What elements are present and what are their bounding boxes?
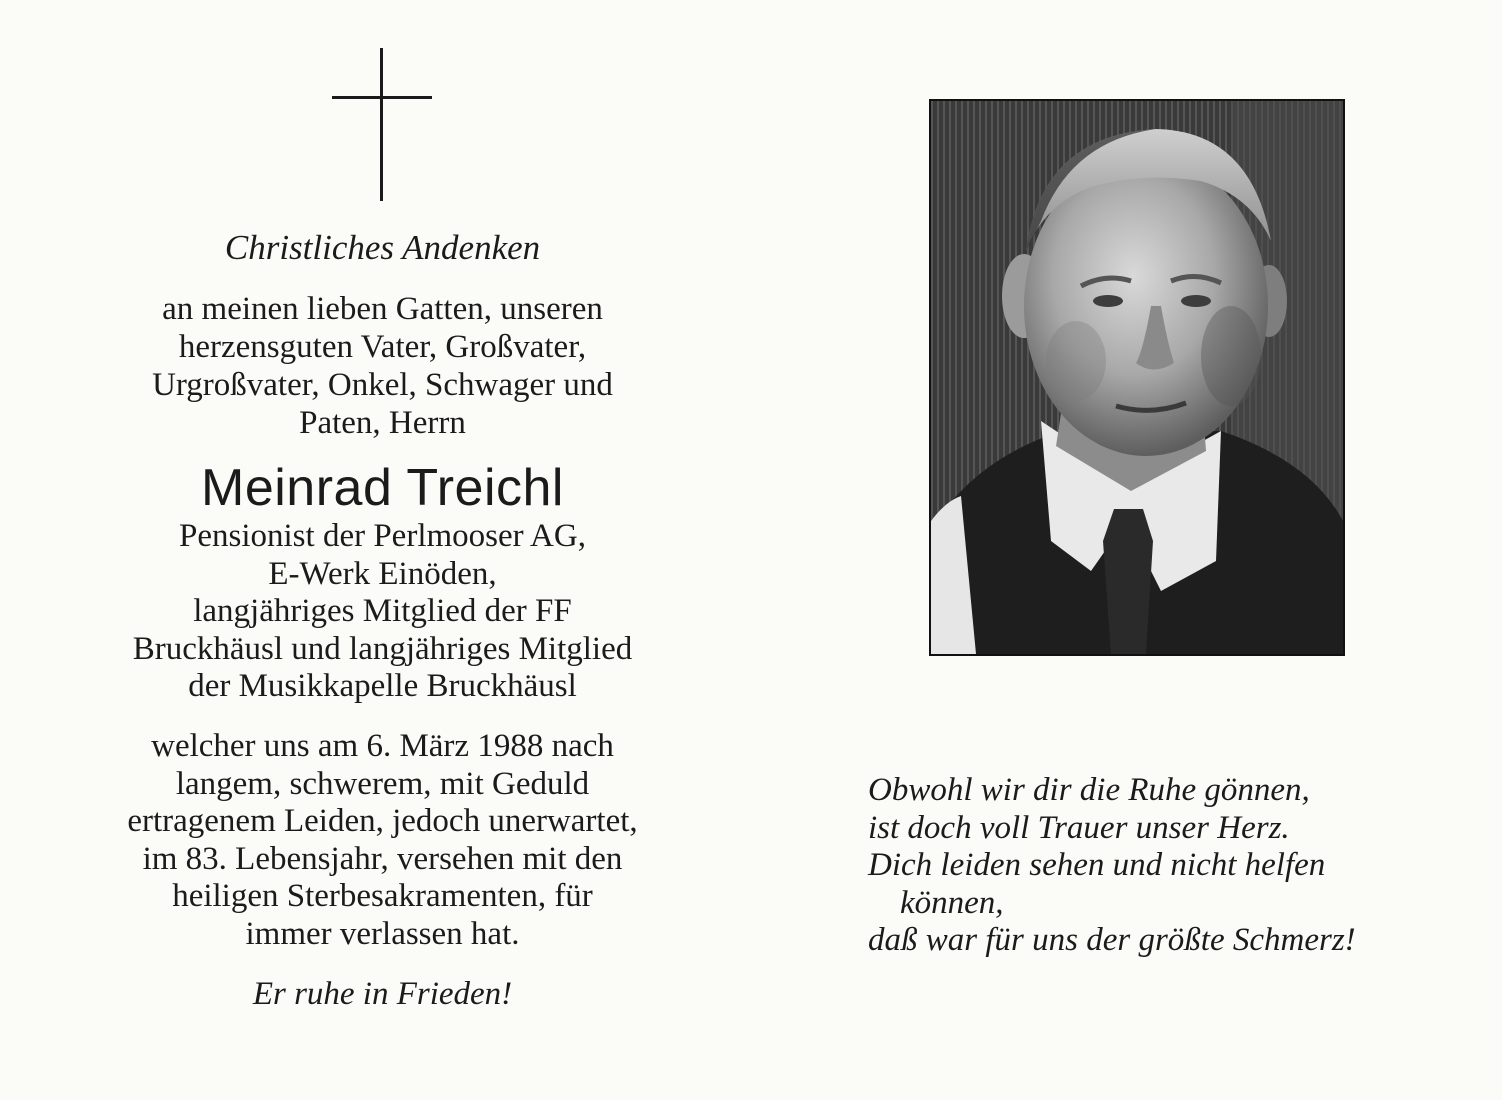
- death-line: welcher uns am 6. März 1988 nach: [151, 728, 614, 764]
- occupation-line: Pensionist der Perlmooser AG,: [179, 518, 586, 554]
- intro-line: Paten, Herrn: [299, 405, 466, 441]
- cross-icon: [330, 48, 434, 203]
- intro-text: [90, 290, 675, 442]
- occupation-line: langjähriges Mitglied der FF: [193, 593, 572, 629]
- occupation-line: Bruckhäusl und langjähriges Mitglied: [132, 630, 633, 667]
- deceased-name: Meinrad Treichl: [201, 459, 564, 517]
- death-line: heiligen Sterbesakramenten, für: [172, 878, 593, 914]
- poem-line: ist doch voll Trauer unser Herz.: [868, 809, 1290, 846]
- death-line: ertragenem Leiden, jedoch unerwartet,: [127, 803, 638, 839]
- poem-line: Obwohl wir dir die Ruhe gönnen,: [868, 772, 1310, 808]
- portrait-photo: [929, 99, 1345, 656]
- occupation-text: [90, 518, 675, 706]
- intro-line: herzensguten Vater, Großvater,: [178, 329, 587, 365]
- poem-line: können,: [900, 884, 1004, 921]
- closing-blessing: Er ruhe in Frieden!: [252, 976, 513, 1012]
- poem-line: Dich leiden sehen und nicht helfen: [868, 847, 1326, 883]
- intro-line: an meinen lieben Gatten, unseren: [162, 291, 603, 327]
- poem-line: daß war für uns der größte Schmerz!: [868, 922, 1356, 958]
- card-heading: Christliches Andenken: [224, 228, 541, 267]
- occupation-line: E-Werk Einöden,: [268, 555, 497, 592]
- death-notice-text: [90, 728, 675, 953]
- intro-line: Urgroßvater, Onkel, Schwager und: [152, 367, 613, 403]
- memorial-text-column: [90, 0, 675, 1100]
- occupation-line: der Musikkapelle Bruckhäusl: [188, 668, 577, 704]
- death-line: immer verlassen hat.: [245, 915, 520, 952]
- poem-verse: [868, 772, 1468, 960]
- death-line: langem, schwerem, mit Geduld: [175, 765, 590, 802]
- death-line: im 83. Lebensjahr, versehen mit den: [142, 840, 623, 877]
